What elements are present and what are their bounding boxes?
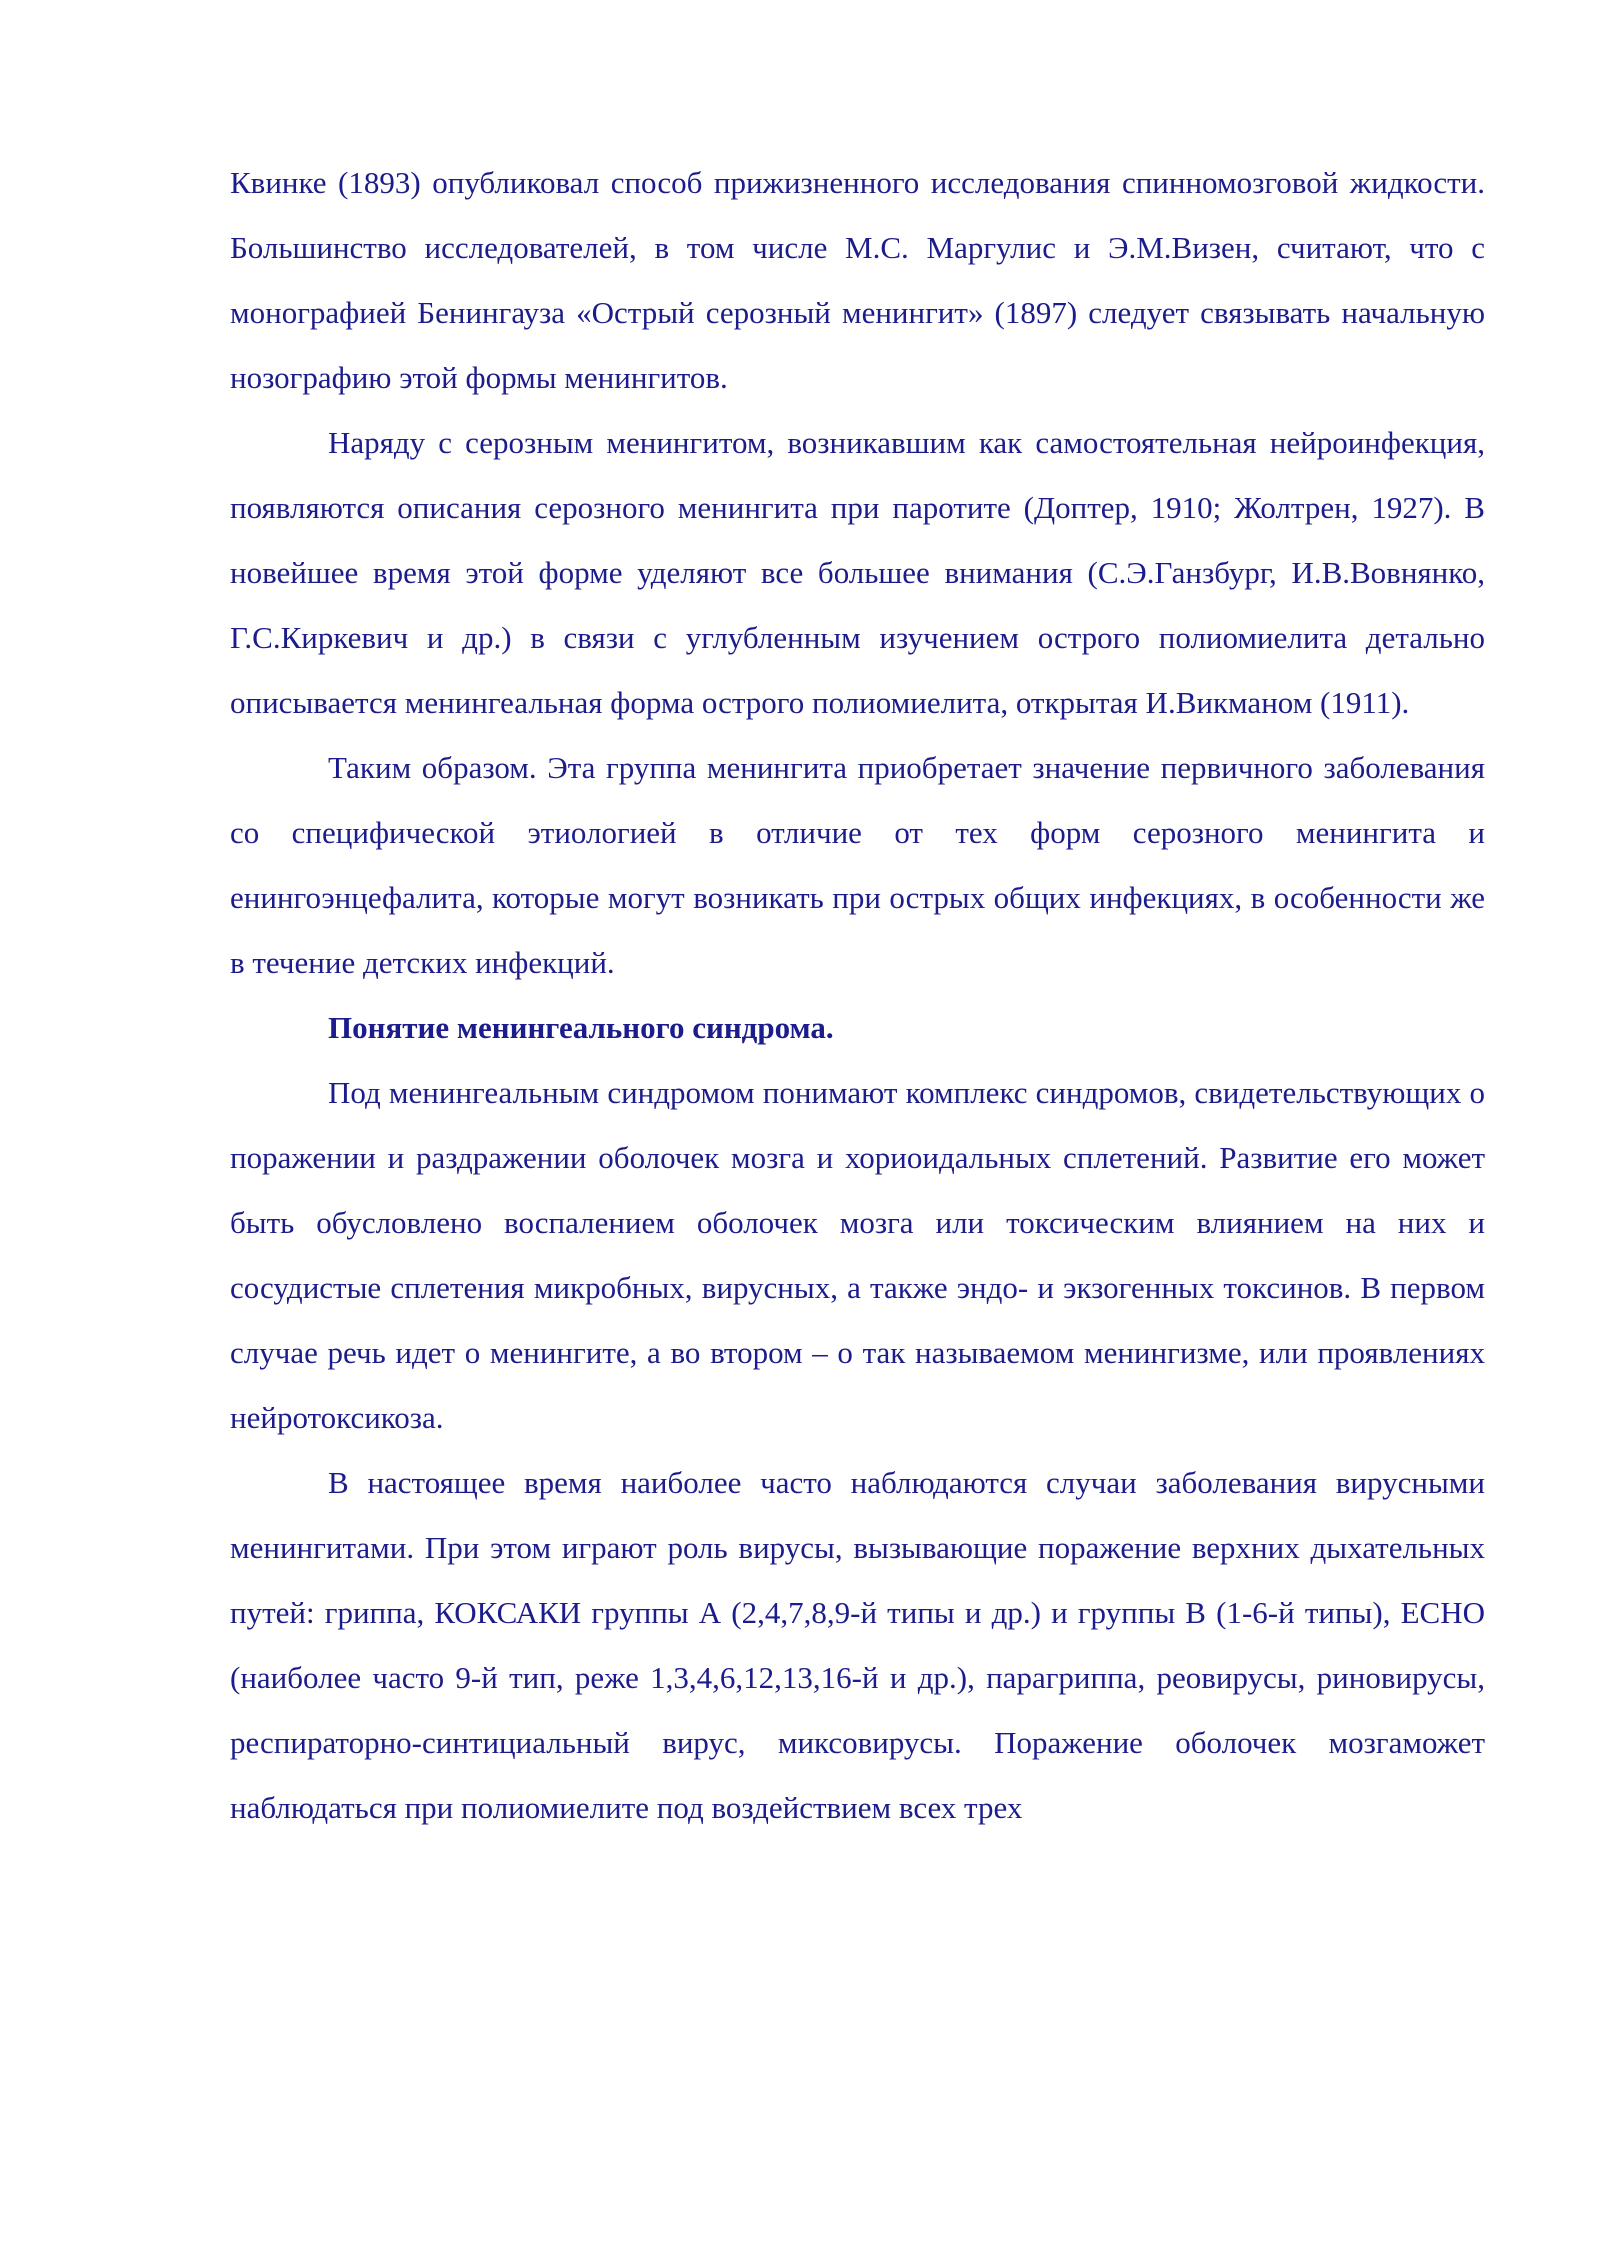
paragraph-viral-meningitis: В настоящее время наиболее часто наблюдаются случаи заболевания вирусными менингитами. При этом играют роль вирусы, вызывающие поражение верхних дыхательных путей: гриппа, КОКСАКИ группы А (2,4,7,8,9-й типы и др.) и группы В (1-6-й типы), ЕСНО (наиболее часто 9-й тип, реже 1,3,4,6,12,13,16-й и др.), парагриппа, реовирусы, риновирусы, респираторно-синтициальный вирус, миксовирусы. Поражение оболочек мозгаможет наблюдаться при полиомиелите под воздействием всех трех [230, 1465, 1485, 1825]
paragraph-conclusion: Таким образом. Эта группа менингита приобретает значение первичного заболевания со специфической этиологией в отличие от тех форм серозного менингита и енингоэнцефалита, которые могут возникать при острых общих инфекциях, в особенности же в течение детских инфекций. [230, 750, 1485, 980]
paragraph-meningeal-syndrome: Под менингеальным синдромом понимают комплекс синдромов, свидетельствующих о поражении и раздражении оболочек мозга и хориоидальных сплетений. Развитие его может быть обусловлено воспалением оболочек мозга или токсическим влиянием на них и сосудистые сплетения микробных, вирусных, а также эндо- и экзогенных токсинов. В первом случае речь идет о менингите, а во втором – о так называемом менингизме, или проявлениях нейротоксикоза. [230, 1075, 1485, 1435]
section-heading: Понятие менингеального синдрома. [328, 1010, 834, 1045]
paragraph-quincke: Квинке (1893) опубликовал способ прижизненного исследования спинномозговой жидкости. Большинство исследователей, в том числе М.С. Маргулис и Э.М.Визен, считают, что с монографией Бенингауза «Острый серозный менингит» (1897) следует связывать начальную нозографию этой формы менингитов. [230, 165, 1485, 395]
paragraph-serous-meningitis: Наряду с серозным менингитом, возникавшим как самостоятельная нейроинфекция, появляются описания серозного менингита при паротите (Доптер, 1910; Жолтрен, 1927). В новейшее время этой форме уделяют все большее внимания (С.Э.Ганзбург, И.В.Вовнянко, Г.С.Киркевич и др.) в связи с углубленным изучением острого полиомиелита детально описывается менингеальная форма острого полиомиелита, открытая И.Викманом (1911). [230, 425, 1485, 720]
document-page [230, 150, 1485, 1840]
